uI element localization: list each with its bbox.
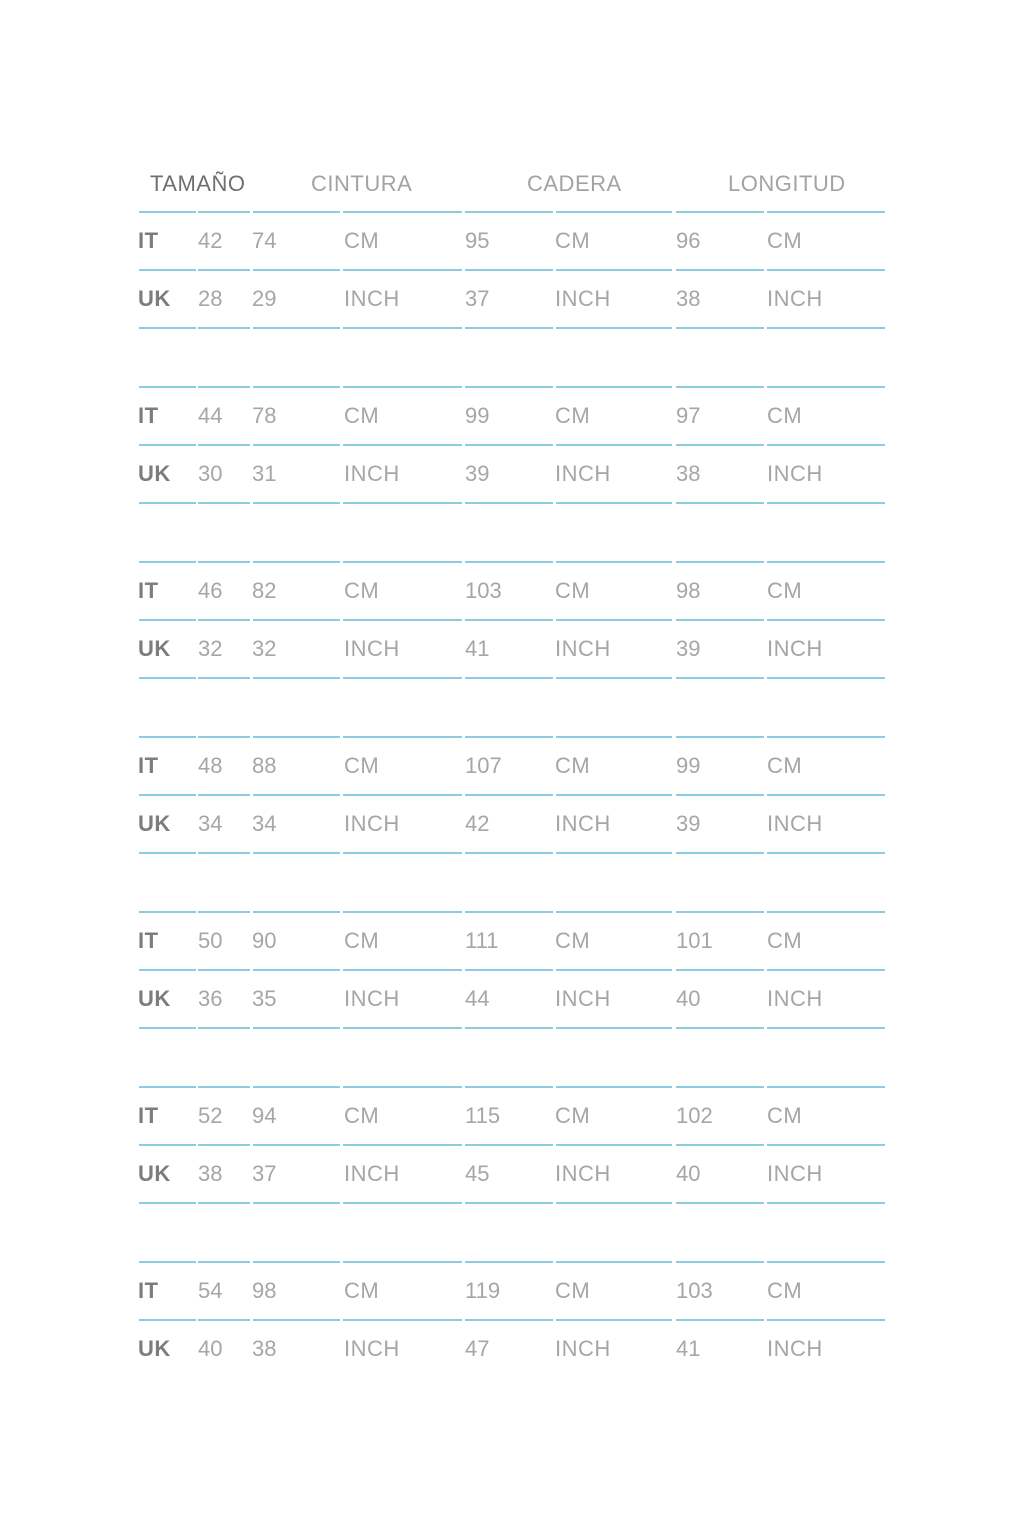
divider-line <box>767 794 885 796</box>
uk-length-value: 38 <box>676 461 701 486</box>
divider-line <box>343 561 462 563</box>
divider-line <box>253 1027 340 1029</box>
it-size-value: 48 <box>198 753 223 778</box>
uk-waist-unit: INCH <box>344 811 400 836</box>
divider-line <box>556 1261 672 1263</box>
divider-line <box>253 736 340 738</box>
divider-line <box>343 677 462 679</box>
uk-length-unit: INCH <box>767 1161 823 1186</box>
uk-hip-unit: INCH <box>555 1161 611 1186</box>
divider-line <box>343 1086 462 1088</box>
uk-hip-unit: INCH <box>555 1336 611 1361</box>
it-hip-unit: CM <box>555 753 591 778</box>
divider-line <box>556 619 672 621</box>
uk-length-value: 40 <box>676 986 701 1011</box>
divider-line <box>198 444 250 446</box>
divider-line <box>198 1086 250 1088</box>
uk-region-label: UK <box>138 636 171 661</box>
uk-hip-value: 37 <box>465 286 490 311</box>
divider-line <box>343 794 462 796</box>
divider-line <box>676 269 764 271</box>
divider-line <box>139 561 196 563</box>
it-hip-value: 111 <box>465 928 499 953</box>
divider-line <box>139 677 196 679</box>
divider-line <box>465 911 553 913</box>
divider-line <box>343 911 462 913</box>
divider-line <box>676 969 764 971</box>
divider-line <box>767 736 885 738</box>
it-length-unit: CM <box>767 403 803 428</box>
it-length-unit: CM <box>767 1278 803 1303</box>
divider-line <box>139 619 196 621</box>
uk-length-value: 39 <box>676 811 701 836</box>
divider-line <box>198 327 250 329</box>
it-size-value: 46 <box>198 578 223 603</box>
divider-line <box>198 794 250 796</box>
uk-hip-value: 47 <box>465 1336 490 1361</box>
uk-length-value: 41 <box>676 1336 701 1361</box>
divider-line <box>139 1027 196 1029</box>
divider-line <box>253 1202 340 1204</box>
divider-line <box>465 386 553 388</box>
divider-line <box>198 852 250 854</box>
divider-line <box>676 1144 764 1146</box>
it-waist-value: 90 <box>252 928 277 953</box>
uk-hip-value: 39 <box>465 461 490 486</box>
divider-line <box>253 1144 340 1146</box>
divider-line <box>198 969 250 971</box>
it-region-label: IT <box>138 1278 159 1303</box>
uk-hip-unit: INCH <box>555 461 611 486</box>
divider-line <box>198 1319 250 1321</box>
uk-waist-value: 31 <box>252 461 277 486</box>
it-waist-unit: CM <box>344 1278 380 1303</box>
divider-line <box>198 1261 250 1263</box>
divider-line <box>556 852 672 854</box>
divider-line <box>253 911 340 913</box>
divider-line <box>676 386 764 388</box>
divider-line <box>556 1202 672 1204</box>
divider-line <box>198 1144 250 1146</box>
uk-hip-unit: INCH <box>555 286 611 311</box>
divider-line <box>556 1027 672 1029</box>
uk-length-unit: INCH <box>767 461 823 486</box>
divider-line <box>198 619 250 621</box>
divider-line <box>676 911 764 913</box>
divider-line <box>556 269 672 271</box>
divider-line <box>139 1202 196 1204</box>
uk-region-label: UK <box>138 811 171 836</box>
uk-length-value: 39 <box>676 636 701 661</box>
divider-line <box>253 852 340 854</box>
it-waist-unit: CM <box>344 1103 380 1128</box>
it-hip-value: 95 <box>465 228 490 253</box>
uk-waist-unit: INCH <box>344 461 400 486</box>
it-length-value: 97 <box>676 403 701 428</box>
divider-line <box>556 736 672 738</box>
divider-line <box>253 269 340 271</box>
it-hip-unit: CM <box>555 1103 591 1128</box>
it-waist-value: 74 <box>252 228 277 253</box>
it-hip-value: 119 <box>465 1278 501 1303</box>
it-waist-unit: CM <box>344 753 380 778</box>
it-length-value: 96 <box>676 228 701 253</box>
uk-waist-value: 32 <box>252 636 277 661</box>
it-hip-value: 103 <box>465 578 502 603</box>
uk-region-label: UK <box>138 986 171 1011</box>
divider-line <box>343 444 462 446</box>
it-length-value: 101 <box>676 928 713 953</box>
it-region-label: IT <box>138 753 159 778</box>
divider-line <box>343 1319 462 1321</box>
divider-line <box>253 561 340 563</box>
divider-line <box>139 852 196 854</box>
uk-length-unit: INCH <box>767 286 823 311</box>
divider-line <box>767 619 885 621</box>
divider-line <box>343 1027 462 1029</box>
divider-line <box>343 211 462 213</box>
divider-line <box>556 1144 672 1146</box>
divider-line <box>343 1144 462 1146</box>
header-longitud: LONGITUD <box>728 171 846 196</box>
divider-line <box>767 1202 885 1204</box>
divider-line <box>767 386 885 388</box>
it-hip-unit: CM <box>555 578 591 603</box>
divider-line <box>139 736 196 738</box>
it-region-label: IT <box>138 928 159 953</box>
divider-line <box>676 619 764 621</box>
uk-hip-value: 41 <box>465 636 490 661</box>
uk-length-unit: INCH <box>767 986 823 1011</box>
divider-line <box>465 502 553 504</box>
uk-hip-unit: INCH <box>555 986 611 1011</box>
divider-line <box>139 794 196 796</box>
divider-line <box>676 677 764 679</box>
it-length-value: 103 <box>676 1278 713 1303</box>
uk-region-label: UK <box>138 1336 171 1361</box>
uk-size-value: 28 <box>198 286 223 311</box>
uk-size-value: 30 <box>198 461 223 486</box>
divider-line <box>556 444 672 446</box>
divider-line <box>343 736 462 738</box>
divider-line <box>343 386 462 388</box>
it-length-unit: CM <box>767 1103 803 1128</box>
uk-waist-unit: INCH <box>344 286 400 311</box>
it-length-unit: CM <box>767 928 803 953</box>
it-waist-value: 88 <box>252 753 277 778</box>
uk-length-unit: INCH <box>767 636 823 661</box>
divider-line <box>676 852 764 854</box>
divider-line <box>767 1261 885 1263</box>
divider-line <box>465 969 553 971</box>
it-waist-unit: CM <box>344 403 380 428</box>
uk-waist-unit: INCH <box>344 636 400 661</box>
divider-line <box>676 561 764 563</box>
divider-line <box>198 1202 250 1204</box>
divider-line <box>556 1086 672 1088</box>
divider-line <box>139 911 196 913</box>
divider-line <box>767 911 885 913</box>
divider-line <box>676 1261 764 1263</box>
divider-line <box>198 502 250 504</box>
divider-line <box>253 969 340 971</box>
divider-line <box>139 386 196 388</box>
uk-length-unit: INCH <box>767 1336 823 1361</box>
divider-line <box>676 444 764 446</box>
divider-line <box>676 1202 764 1204</box>
divider-line <box>465 794 553 796</box>
divider-line <box>556 327 672 329</box>
divider-line <box>253 677 340 679</box>
divider-line <box>465 619 553 621</box>
it-waist-unit: CM <box>344 578 380 603</box>
divider-line <box>253 444 340 446</box>
divider-line <box>676 1319 764 1321</box>
divider-line <box>343 852 462 854</box>
divider-line <box>556 561 672 563</box>
divider-line <box>676 327 764 329</box>
it-length-value: 99 <box>676 753 701 778</box>
it-hip-unit: CM <box>555 403 591 428</box>
it-waist-unit: CM <box>344 228 380 253</box>
it-region-label: IT <box>138 403 159 428</box>
it-hip-unit: CM <box>555 1278 591 1303</box>
divider-line <box>253 1319 340 1321</box>
divider-line <box>343 1261 462 1263</box>
divider-line <box>253 794 340 796</box>
it-length-unit: CM <box>767 578 803 603</box>
divider-line <box>676 794 764 796</box>
divider-line <box>139 1319 196 1321</box>
divider-line <box>556 211 672 213</box>
uk-size-value: 34 <box>198 811 223 836</box>
divider-line <box>556 911 672 913</box>
divider-line <box>465 444 553 446</box>
header-cadera: CADERA <box>527 171 622 196</box>
uk-waist-value: 38 <box>252 1336 277 1361</box>
it-length-unit: CM <box>767 228 803 253</box>
uk-waist-unit: INCH <box>344 1161 400 1186</box>
divider-line <box>343 969 462 971</box>
divider-line <box>253 386 340 388</box>
uk-waist-value: 35 <box>252 986 277 1011</box>
divider-line <box>343 269 462 271</box>
divider-line <box>343 502 462 504</box>
divider-line <box>198 1027 250 1029</box>
it-length-value: 98 <box>676 578 701 603</box>
it-hip-value: 115 <box>465 1103 501 1128</box>
divider-line <box>767 1086 885 1088</box>
divider-line <box>465 852 553 854</box>
uk-hip-unit: INCH <box>555 636 611 661</box>
divider-line <box>767 1319 885 1321</box>
divider-line <box>465 1319 553 1321</box>
divider-line <box>465 561 553 563</box>
it-length-value: 102 <box>676 1103 713 1128</box>
divider-line <box>556 386 672 388</box>
it-size-value: 50 <box>198 928 223 953</box>
divider-line <box>253 1086 340 1088</box>
divider-line <box>767 1144 885 1146</box>
divider-line <box>343 1202 462 1204</box>
divider-line <box>253 1261 340 1263</box>
divider-line <box>676 211 764 213</box>
divider-line <box>767 269 885 271</box>
it-size-value: 54 <box>198 1278 223 1303</box>
uk-waist-unit: INCH <box>344 1336 400 1361</box>
divider-line <box>343 327 462 329</box>
divider-line <box>198 386 250 388</box>
uk-hip-unit: INCH <box>555 811 611 836</box>
uk-size-value: 32 <box>198 636 223 661</box>
uk-region-label: UK <box>138 461 171 486</box>
divider-line <box>139 1086 196 1088</box>
it-region-label: IT <box>138 228 159 253</box>
uk-length-value: 38 <box>676 286 701 311</box>
divider-line <box>556 1319 672 1321</box>
uk-hip-value: 45 <box>465 1161 490 1186</box>
divider-line <box>465 736 553 738</box>
divider-line <box>556 794 672 796</box>
divider-line <box>198 911 250 913</box>
divider-line <box>139 502 196 504</box>
divider-line <box>139 211 196 213</box>
header-cintura: CINTURA <box>311 171 413 196</box>
it-length-unit: CM <box>767 753 803 778</box>
divider-line <box>767 327 885 329</box>
divider-line <box>465 1027 553 1029</box>
divider-line <box>676 502 764 504</box>
uk-size-value: 36 <box>198 986 223 1011</box>
divider-line <box>767 211 885 213</box>
uk-waist-value: 34 <box>252 811 277 836</box>
uk-waist-unit: INCH <box>344 986 400 1011</box>
it-waist-value: 78 <box>252 403 277 428</box>
it-waist-value: 94 <box>252 1103 277 1128</box>
divider-line <box>198 561 250 563</box>
divider-line <box>139 1144 196 1146</box>
divider-line <box>198 736 250 738</box>
divider-line <box>139 969 196 971</box>
divider-line <box>767 677 885 679</box>
divider-line <box>465 211 553 213</box>
divider-line <box>556 969 672 971</box>
it-region-label: IT <box>138 578 159 603</box>
it-hip-value: 99 <box>465 403 490 428</box>
divider-line <box>198 677 250 679</box>
divider-line <box>676 736 764 738</box>
it-waist-value: 82 <box>252 578 277 603</box>
divider-line <box>139 1261 196 1263</box>
divider-line <box>767 561 885 563</box>
it-size-value: 44 <box>198 403 223 428</box>
divider-line <box>465 269 553 271</box>
divider-line <box>676 1086 764 1088</box>
divider-line <box>253 327 340 329</box>
header-tamano: TAMAÑO <box>150 171 246 196</box>
uk-waist-value: 37 <box>252 1161 277 1186</box>
divider-line <box>139 327 196 329</box>
divider-line <box>139 444 196 446</box>
it-hip-unit: CM <box>555 928 591 953</box>
uk-size-value: 38 <box>198 1161 223 1186</box>
divider-line <box>198 269 250 271</box>
divider-line <box>767 1027 885 1029</box>
divider-line <box>465 1202 553 1204</box>
divider-line <box>465 1086 553 1088</box>
divider-line <box>556 502 672 504</box>
divider-line <box>253 211 340 213</box>
divider-line <box>556 677 672 679</box>
divider-line <box>198 211 250 213</box>
it-hip-value: 107 <box>465 753 502 778</box>
uk-size-value: 40 <box>198 1336 223 1361</box>
it-region-label: IT <box>138 1103 159 1128</box>
uk-waist-value: 29 <box>252 286 277 311</box>
divider-line <box>253 502 340 504</box>
divider-line <box>343 619 462 621</box>
uk-length-unit: INCH <box>767 811 823 836</box>
uk-region-label: UK <box>138 1161 171 1186</box>
divider-line <box>676 1027 764 1029</box>
it-waist-unit: CM <box>344 928 380 953</box>
divider-line <box>253 619 340 621</box>
uk-hip-value: 42 <box>465 811 490 836</box>
it-waist-value: 98 <box>252 1278 277 1303</box>
divider-line <box>767 852 885 854</box>
divider-line <box>465 1144 553 1146</box>
uk-region-label: UK <box>138 286 171 311</box>
divider-line <box>767 444 885 446</box>
divider-line <box>767 969 885 971</box>
uk-hip-value: 44 <box>465 986 490 1011</box>
it-size-value: 52 <box>198 1103 223 1128</box>
it-size-value: 42 <box>198 228 223 253</box>
divider-line <box>465 327 553 329</box>
uk-length-value: 40 <box>676 1161 701 1186</box>
divider-line <box>139 269 196 271</box>
divider-line <box>465 677 553 679</box>
divider-line <box>465 1261 553 1263</box>
it-hip-unit: CM <box>555 228 591 253</box>
divider-line <box>767 502 885 504</box>
